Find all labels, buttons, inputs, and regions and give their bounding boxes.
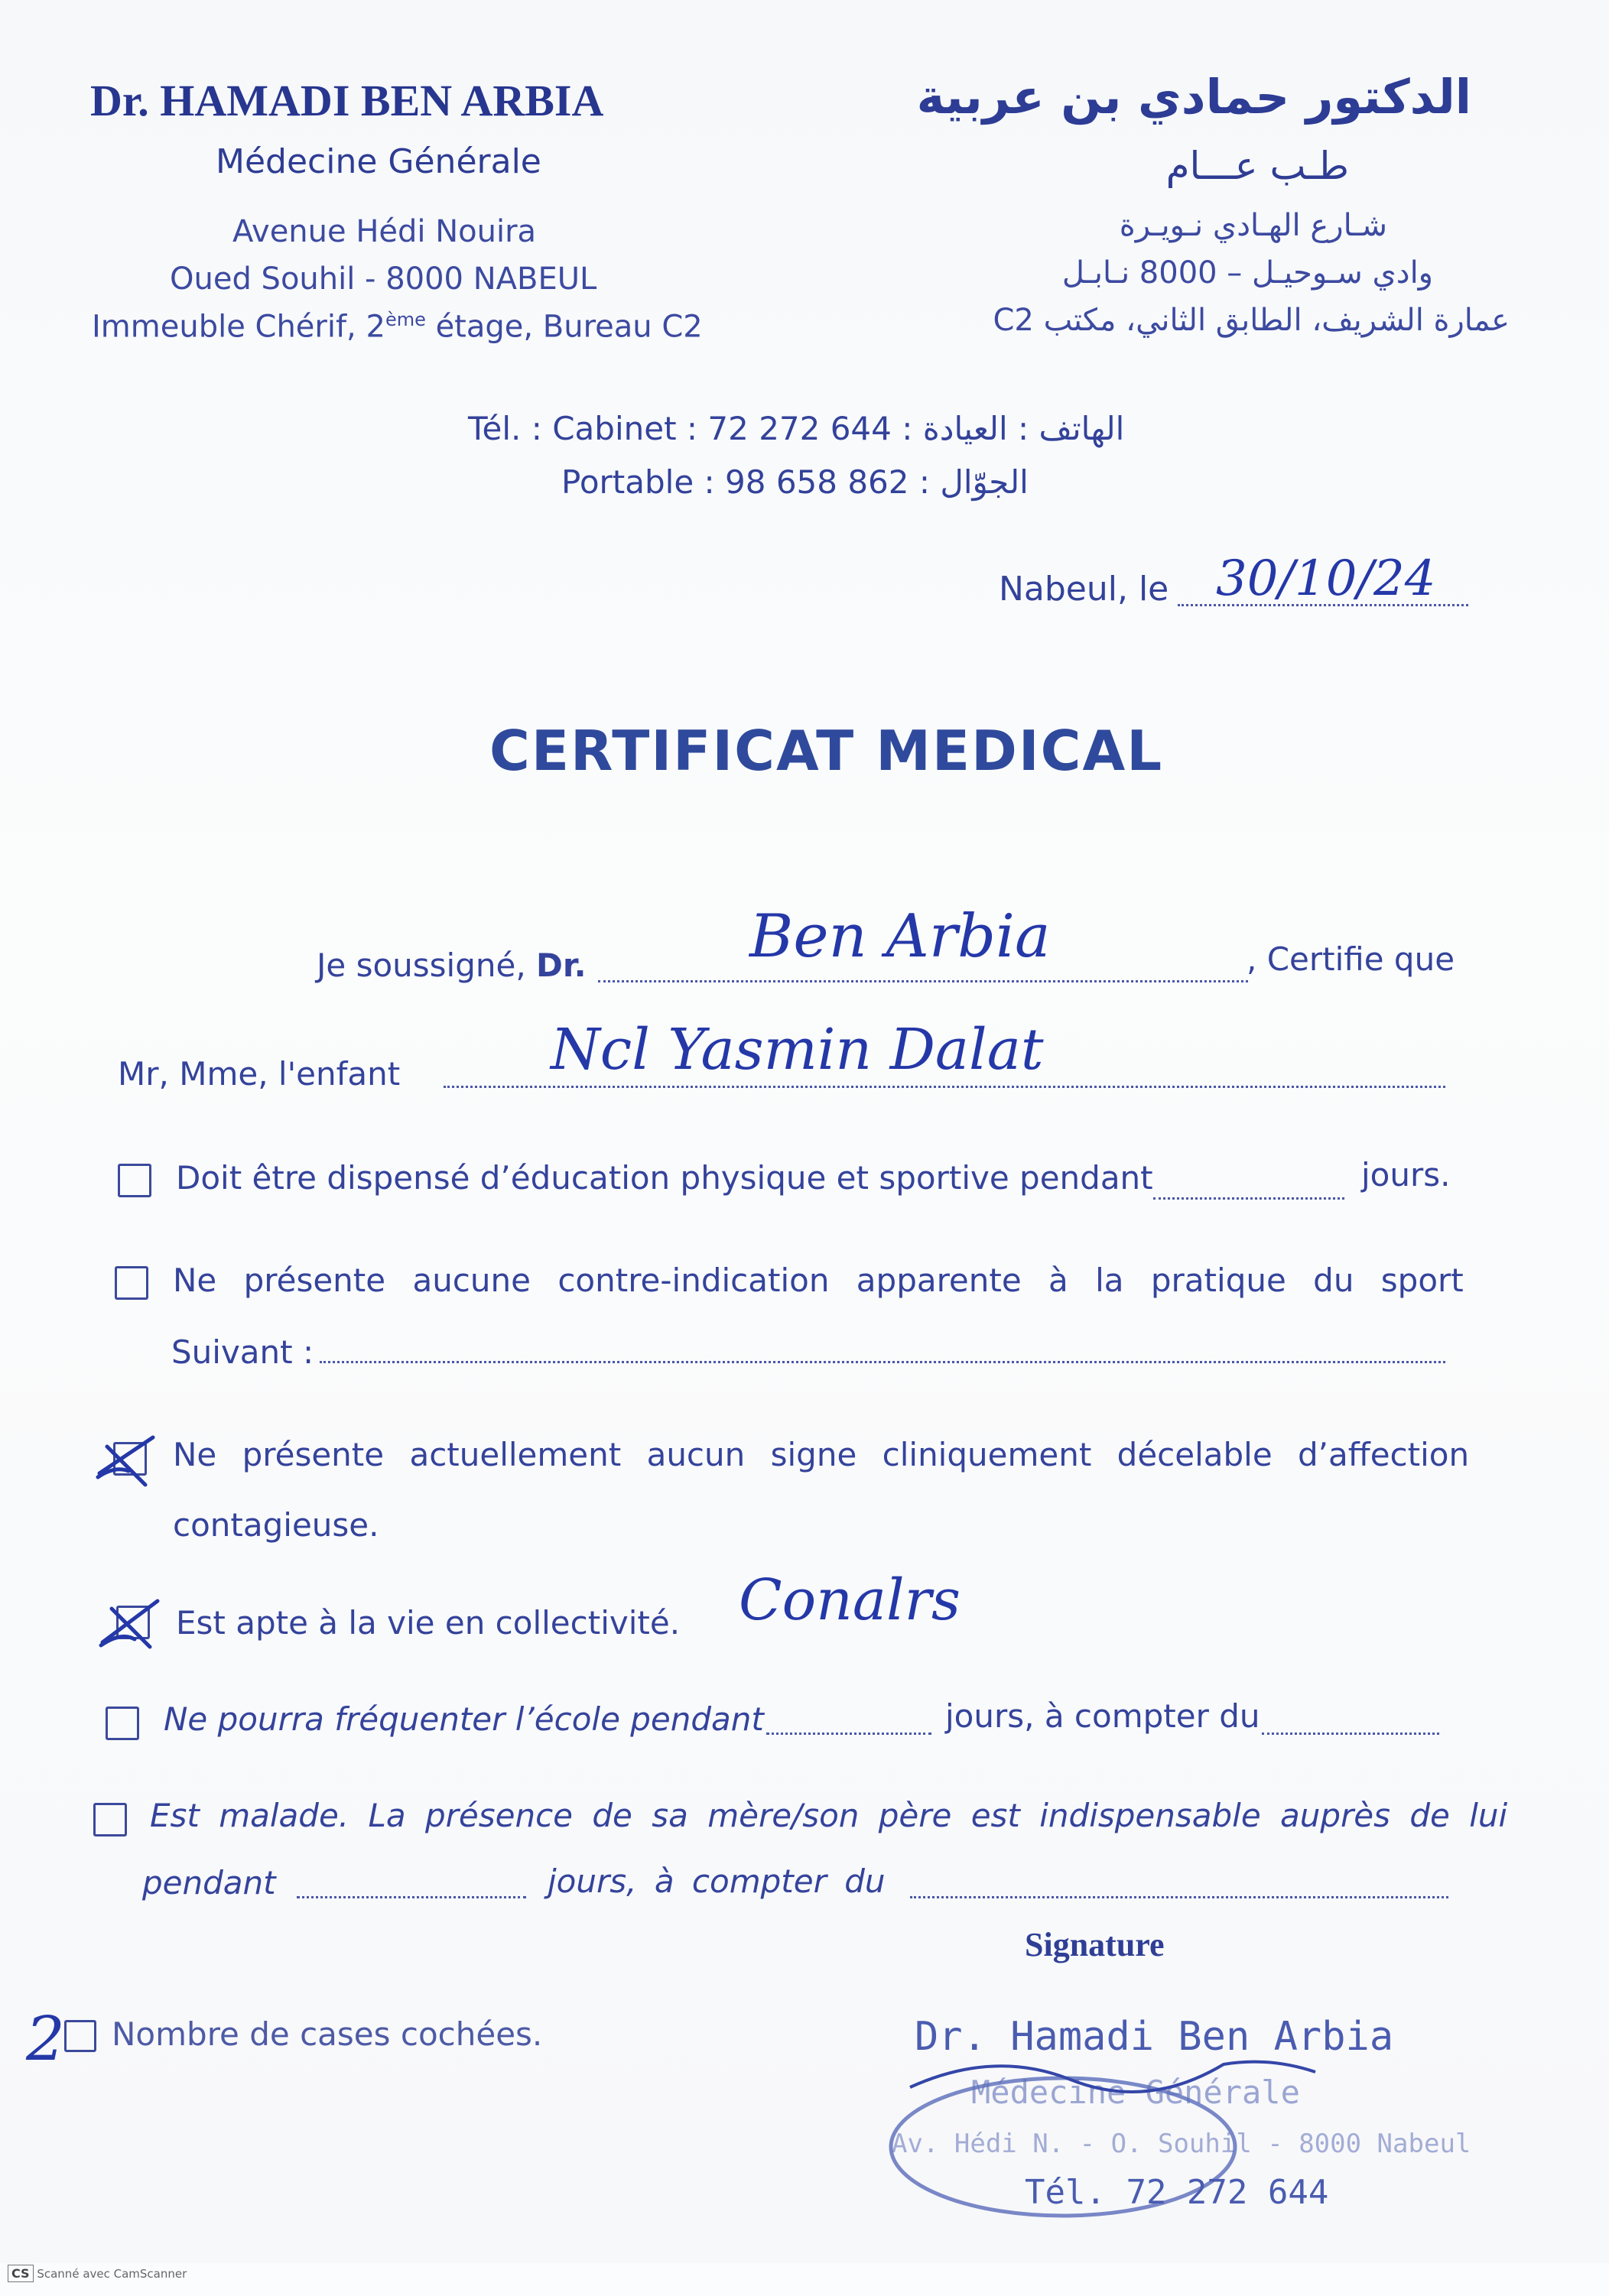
address-line-3: Immeuble Chérif, 2ème étage, Bureau C2	[92, 309, 703, 345]
mobile-line: Portable : 98 658 862 : الجوّال	[561, 463, 1029, 501]
option-6-date-line	[910, 1896, 1448, 1898]
camscanner-logo: CS	[8, 2265, 34, 2282]
option-3-line2: contagieuse.	[173, 1506, 379, 1544]
certify-label: , Certifie que	[1247, 940, 1455, 978]
option-5-days-line	[766, 1733, 931, 1735]
doctor-specialty: Médecine Générale	[216, 142, 541, 181]
phone-line: Tél. : Cabinet : 72 272 644 : الهاتف : العيادة	[468, 410, 1125, 447]
option-6-line2-mid: jours, à compter du	[548, 1862, 886, 1900]
option-4-text: Est apte à la vie en collectivité.	[176, 1604, 681, 1642]
patient-label: Mr, Mme, l'enfant	[118, 1055, 401, 1093]
camscanner-text: Scanné avec CamScanner	[37, 2267, 187, 2281]
stamp-specialty: Médecine Générale	[971, 2074, 1300, 2111]
count-handwritten: 2	[26, 2003, 65, 2074]
checkmark-x-icon	[92, 1431, 161, 1492]
option-5-date-line	[1262, 1733, 1439, 1735]
patient-dotted-line	[444, 1086, 1445, 1088]
checkbox-count[interactable]	[64, 2020, 96, 2052]
signature-scribble	[902, 2026, 1331, 2118]
date-handwritten: 30/10/24	[1216, 550, 1436, 607]
option-4-handwritten: Conalrs	[739, 1567, 961, 1633]
option-3-text: Ne présente actuellement aucun signe cliniquement décelable d’affection	[173, 1436, 1470, 1473]
address-line-1: Avenue Hédi Nouira	[232, 214, 537, 249]
address-arabic-line-3: عمارة الشريف، الطابق الثاني، مكتب C2	[993, 303, 1510, 338]
option-1-suffix: jours.	[1361, 1156, 1451, 1193]
option-6-line2-pre: pendant	[142, 1864, 276, 1901]
checkbox-no-contraindication[interactable]	[115, 1266, 148, 1300]
option-6-text: Est malade. La présence de sa mère/son père est indispensable auprès de lui	[150, 1797, 1508, 1834]
checkbox-sport-dispensation[interactable]	[118, 1164, 151, 1197]
checkbox-school-absence[interactable]	[106, 1707, 139, 1740]
patient-handwritten: Ncl Yasmin Dalat	[551, 1017, 1044, 1083]
option-1-text: Doit être dispensé d’éducation physique et sportive pendant	[176, 1159, 1153, 1197]
doctor-dotted-line	[598, 980, 1248, 982]
stamp-address: Av. Hédi N. - O. Souhil - 8000 Nabeul	[892, 2129, 1471, 2159]
option-2-line2: Suivant :	[171, 1333, 314, 1371]
address-line-2: Oued Souhil - 8000 NABEUL	[170, 261, 597, 297]
certificate-title: CERTIFICAT MEDICAL	[489, 719, 1164, 783]
option-5-mid: jours, à compter du	[945, 1697, 1260, 1735]
stamp-tel: Tél. 72 272 644	[1025, 2173, 1329, 2212]
doctor-handwritten: Ben Arbia	[749, 902, 1051, 971]
date-label: Nabeul, le	[999, 570, 1169, 609]
stamp-name: Dr. Hamadi Ben Arbia	[915, 2014, 1394, 2060]
address-arabic-line-2: وادي سـوحيـل – 8000 نـابـل	[1061, 255, 1433, 291]
doctor-name-arabic: الدكتور حمادي بن عربية	[916, 69, 1471, 125]
option-2-sport-line	[320, 1361, 1445, 1363]
option-5-text: Ne pourra fréquenter l’école pendant	[164, 1700, 764, 1738]
address-arabic-line-1: شـارع الهـادي نـويـرة	[1119, 208, 1387, 243]
option-6-days-line	[297, 1896, 526, 1898]
signature-label: Signature	[1025, 1926, 1165, 1963]
checkmark-x-icon	[95, 1595, 164, 1656]
count-label: Nombre de cases cochées.	[112, 2015, 543, 2053]
option-2-text: Ne présente aucune contre-indication apparente à la pratique du sport	[173, 1262, 1464, 1299]
undersigned-label: Je soussigné, Dr.	[317, 947, 587, 984]
checkbox-sick-parent-presence[interactable]	[93, 1803, 127, 1836]
doctor-specialty-arabic: طـب عـــام	[1165, 144, 1349, 188]
doctor-name: Dr. HAMADI BEN ARBIA	[90, 76, 604, 125]
scanner-footer	[8, 2265, 187, 2282]
option-1-days-line	[1153, 1197, 1344, 1200]
